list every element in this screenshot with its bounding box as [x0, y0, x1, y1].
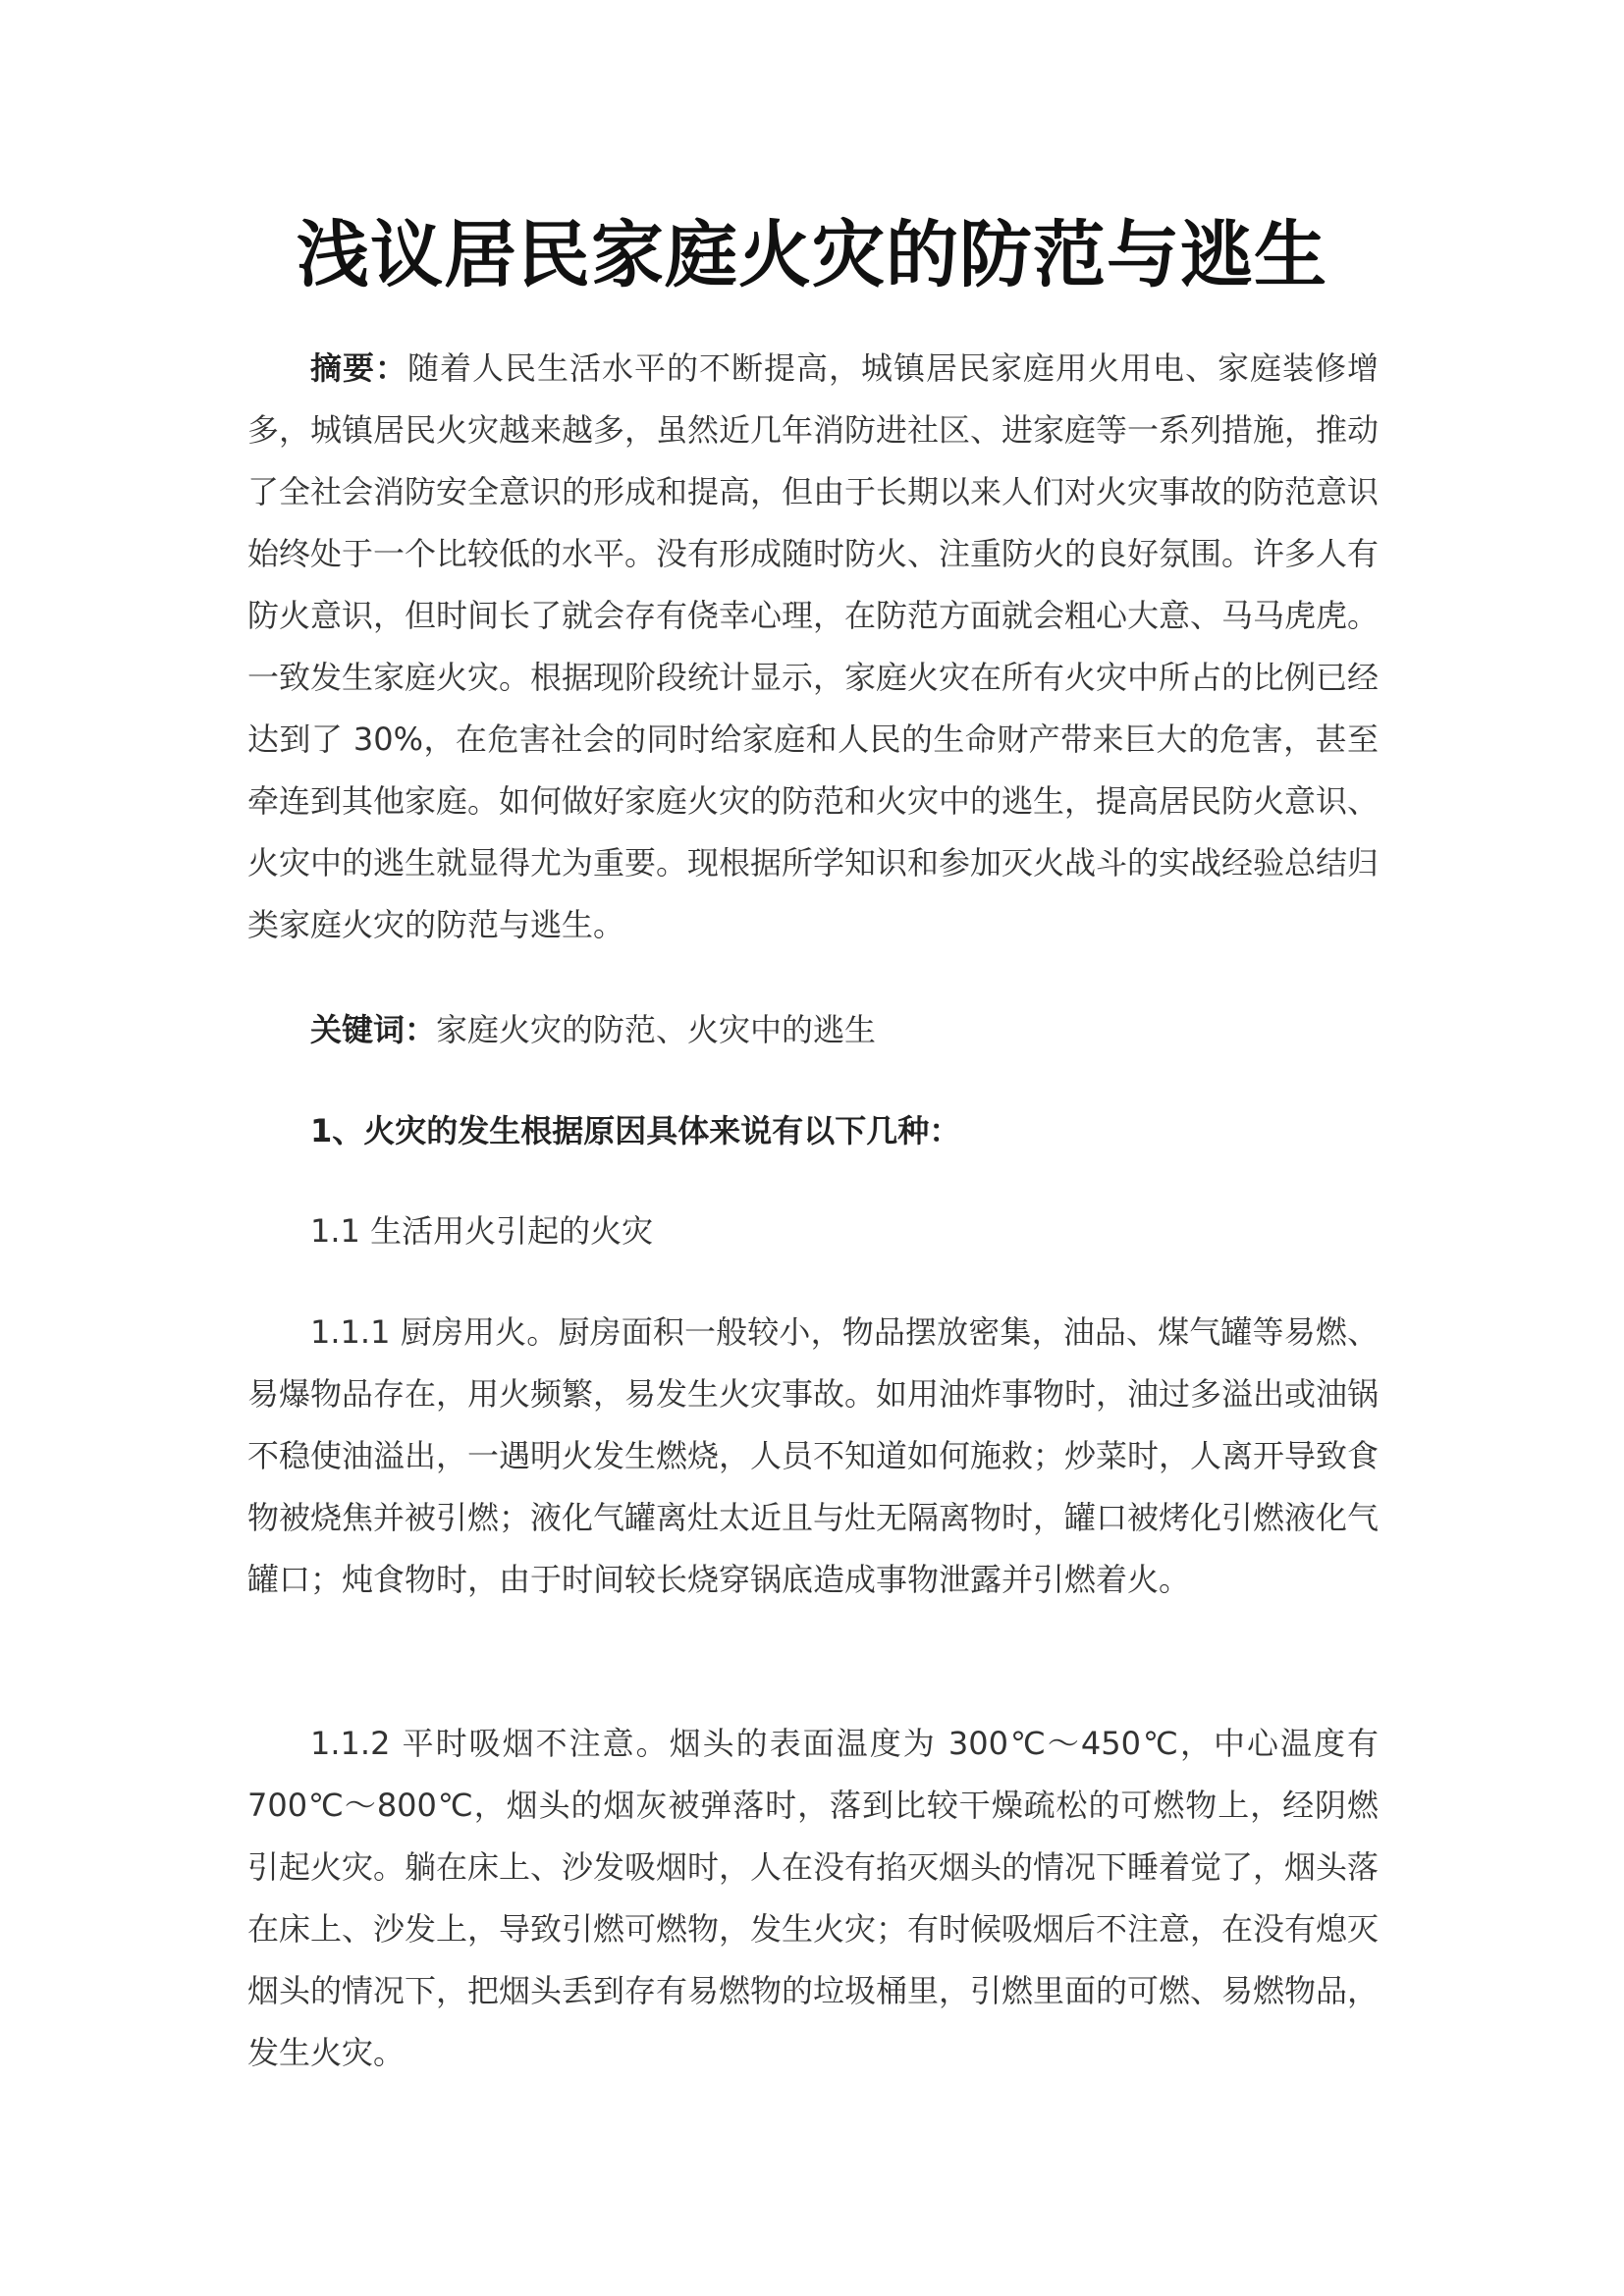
- keywords-text: 家庭火灾的防范、火灾中的逃生: [436, 1011, 877, 1048]
- abstract-paragraph: [247, 338, 1379, 956]
- paragraph-1-1-1: 1.1.1 厨房用火。厨房面积一般较小，物品摆放密集，油品、煤气罐等易燃、易爆物品存在，用火频繁，易发生火灾事故。如用油炸事物时，油过多溢出或油锅不稳使油溢出，一遇明火发生燃烧，人员不知道如何施救；炒菜时，人离开导致食物被烧焦并被引燃；液化气罐离灶太近且与灶无隔离物时，罐口被烤化引燃液化气罐口；炖食物时，由于时间较长烧穿锅底造成事物泄露并引燃着火。: [247, 1313, 1380, 1598]
- section-1-block: [247, 1100, 1379, 1162]
- keywords-paragraph: [247, 999, 1379, 1061]
- section-1-1-2-block: [247, 1713, 1379, 2084]
- abstract-text: 随着人民生活水平的不断提高，城镇居民家庭用火用电、家庭装修增多，城镇居民火灾越来越多，虽然近几年消防进社区、进家庭等一系列措施，推动了全社会消防安全意识的形成和提高，但由于长期以来人们对火灾事故的防范意识始终处于一个比较低的水平。没有形成随时防火、注重防火的良好氛围。许多人有防火意识，但时间长了就会存有侥幸心理，在防范方面就会粗心大意、马马虎虎。一致发生家庭火灾。根据现阶段统计显示，家庭火灾在所有火灾中所占的比例已经达到了 30%，在危害社会的同时给家庭和人民的生命财产带来巨大的危害，甚至牵连到其他家庭。如何做好家庭火灾的防范和火灾中的逃生，提高居民防火意识、火灾中的逃生就显得尤为重要。现根据所学知识和参加灭火战斗的实战经验总结归类家庭火灾的防范与逃生。: [247, 349, 1380, 943]
- keywords-label: 关键词：: [310, 1011, 437, 1048]
- abstract-block: [247, 338, 1379, 956]
- paragraph-1-1-2: 1.1.2 平时吸烟不注意。烟头的表面温度为 300℃～450℃，中心温度有700℃～800℃，烟头的烟灰被弹落时，落到比较干燥疏松的可燃物上，经阴燃引起火灾。躺在床上、沙发吸烟时，人在没有掐灭烟头的情况下睡着觉了，烟头落在床上、沙发上，导致引燃可燃物，发生火灾；有时候吸烟后不注意，在没有熄灭烟头的情况下，把烟头丢到存有易燃物的垃圾桶里，引燃里面的可燃、易燃物品，发生火灾。: [247, 1725, 1380, 2071]
- section-1-heading: 1、火灾的发生根据原因具体来说有以下几种：: [310, 1112, 961, 1149]
- document-title: 浅议居民家庭火灾的防范与逃生: [297, 213, 1327, 297]
- keywords-block: [247, 999, 1379, 1061]
- section-1-1-heading: 1.1 生活用火引起的火灾: [310, 1212, 654, 1250]
- abstract-label: 摘要：: [310, 349, 407, 387]
- section-1-1-1-block: [247, 1302, 1379, 1611]
- section-1-1-block: [247, 1201, 1379, 1262]
